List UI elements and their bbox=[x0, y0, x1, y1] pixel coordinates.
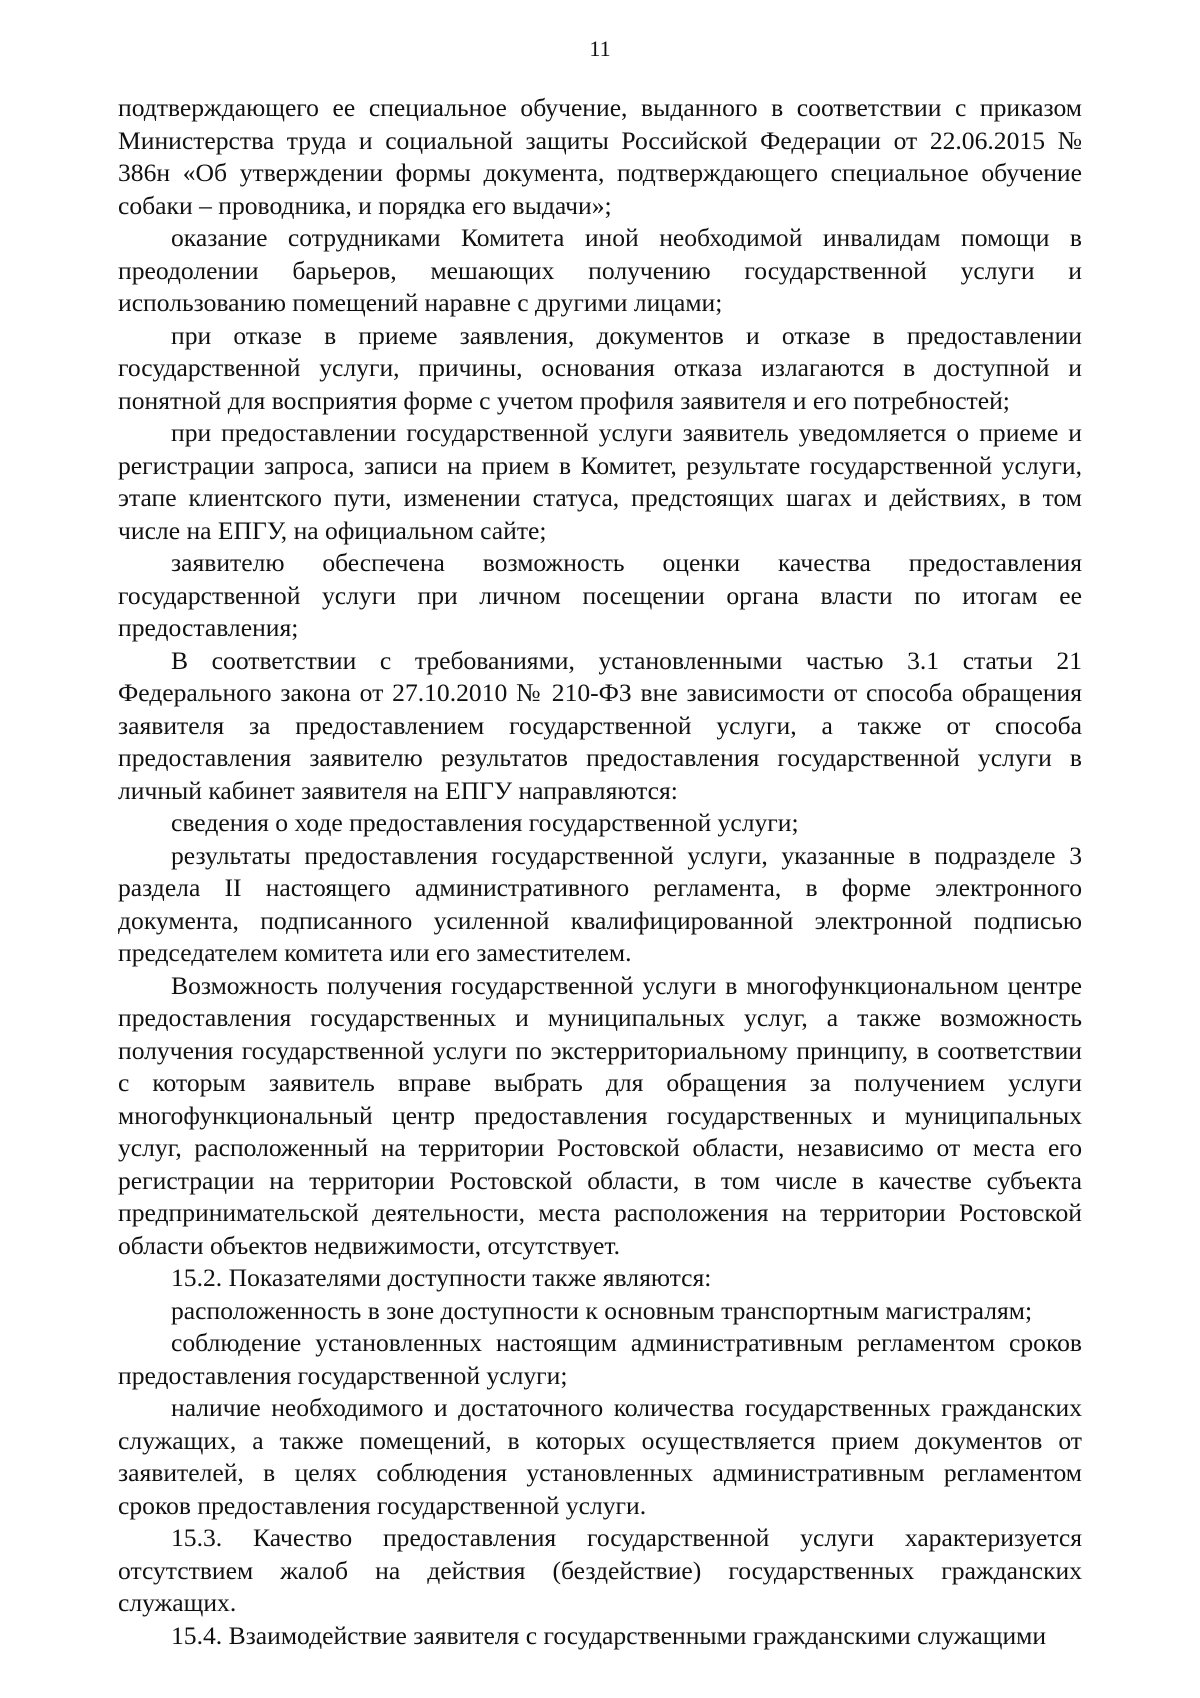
paragraph: результаты предоставления государственной услуги, указанные в подразделе 3 раздела II настоящего административного регламента, в форме электронного документа, подписанного усиленной квалифицированной электронной подписью председателем комитета или его заместителем. bbox=[118, 840, 1082, 967]
paragraph: наличие необходимого и достаточного количества государственных гражданских служащих, а также помещений, в которых осуществляется прием документов от заявителей, в целях соблюдения установленных административным регламентом сроков предоставления государственной услуги. bbox=[118, 1393, 1082, 1520]
paragraph: при отказе в приеме заявления, документов и отказе в предоставлении государственной услуги, причины, основания отказа излагаются в доступной и понятной для восприятия форме с учетом профиля заявителя и его потребностей; bbox=[118, 320, 1082, 415]
page-number: 11 bbox=[589, 36, 611, 61]
paragraph: 15.2. Показателями доступности также являются: bbox=[171, 1263, 712, 1292]
paragraph: 15.4. Взаимодействие заявителя с государственными гражданскими служащими bbox=[171, 1620, 1047, 1650]
paragraph: расположенность в зоне доступности к основным транспортным магистралям; bbox=[171, 1295, 1033, 1325]
paragraph: при предоставлении государственной услуги заявитель уведомляется о приеме и регистрации запроса, записи на прием в Комитет, результате государственной услуги, этапе клиентского пути, изменении статуса, предстоящих шагах и действиях, в том числе на ЕПГУ, на официальном сайте; bbox=[118, 418, 1082, 545]
paragraph: 15.3. Качество предоставления государственной услуги характеризуется отсутствием жалоб на действия (бездействие) государственных гражданских служащих. bbox=[118, 1523, 1082, 1617]
paragraph: соблюдение установленных настоящим административным регламентом сроков предоставления государственной услуги; bbox=[118, 1328, 1082, 1390]
paragraph: Возможность получения государственной услуги в многофункциональном центре предоставления государственных и муниципальных услуг, а также возможность получения государственной услуги по экстерриториальному принципу, в соответствии с которым заявитель вправе выбрать для обращения за получением услуги многофункциональный центр предоставления государственных и муниципальных услуг, расположенный на территории Ростовской области, независимо от места его регистрации на территории Ростовской области, в том числе в качестве субъекта предпринимательской деятельности, места расположения на территории Ростовской области объектов недвижимости, отсутствует. bbox=[118, 970, 1082, 1260]
paragraph: оказание сотрудниками Комитета иной необходимой инвалидам помощи в преодолении барьеров, мешающих получению государственной услуги и использованию помещений наравне с другими лицами; bbox=[118, 223, 1082, 317]
paragraph: подтверждающего ее специальное обучение, выданного в соответствии с приказом Министерства труда и социальной защиты Российской Федерации от 22.06.2015 № 386н «Об утверждении формы документа, подтверждающего специальное обучение собаки – проводника, и порядка его выдачи»; bbox=[118, 93, 1082, 220]
paragraph: В соответствии с требованиями, установленными частью 3.1 статьи 21 Федерального закона от 27.10.2010 № 210-ФЗ вне зависимости от способа обращения заявителя за предоставлением государственной услуги, а также от способа предоставления заявителю результатов предоставления государственной услуги в личный кабинет заявителя на ЕПГУ направляются: bbox=[118, 645, 1082, 805]
body-text bbox=[118, 92, 1082, 1652]
paragraph: сведения о ходе предоставления государственной услуги; bbox=[171, 808, 799, 837]
paragraph: заявителю обеспечена возможность оценки качества предоставления государственной услуги при личном посещении органа власти по итогам ее предоставления; bbox=[118, 548, 1082, 642]
